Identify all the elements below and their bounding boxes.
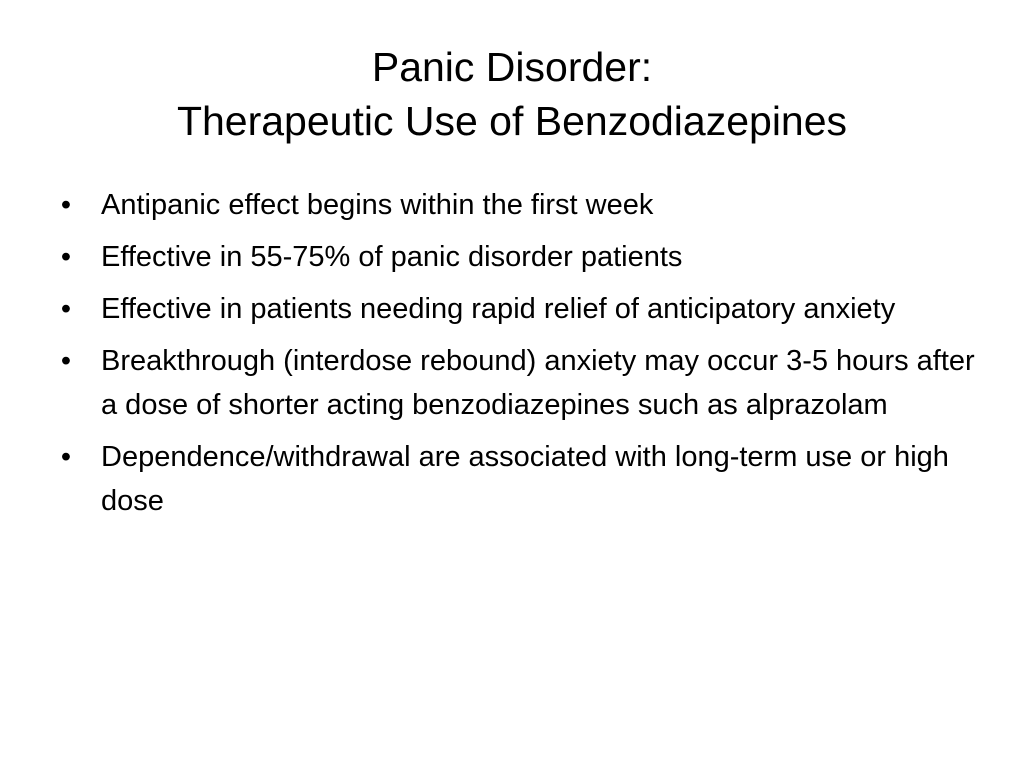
slide-title-line-1: Panic Disorder: xyxy=(371,44,653,90)
bullet-item xyxy=(56,235,976,279)
bullet-icon: • xyxy=(60,241,72,273)
bullet-item xyxy=(56,287,976,331)
bullet-list xyxy=(56,183,976,531)
bullet-text: Effective in 55-75% of panic disorder patients xyxy=(101,241,683,273)
bullet-item xyxy=(56,183,976,227)
bullet-text: Effective in patients needing rapid relief of anticipatory anxiety xyxy=(101,293,896,325)
bullet-item xyxy=(56,339,976,427)
bullet-text: Dependence/withdrawal are associated with long-term use or high dose xyxy=(101,441,949,517)
bullet-item xyxy=(56,435,976,523)
slide-title xyxy=(60,40,964,148)
slide-title-line-2: Therapeutic Use of Benzodiazepines xyxy=(176,98,848,144)
bullet-icon: • xyxy=(60,293,72,325)
bullet-icon: • xyxy=(60,189,72,221)
bullet-icon: • xyxy=(60,441,72,473)
bullet-text: Breakthrough (interdose rebound) anxiety may occur 3-5 hours after a dose of shorter acting benzodiazepines such as alprazolam xyxy=(101,345,975,421)
bullet-text: Antipanic effect begins within the first week xyxy=(101,189,654,221)
bullet-icon: • xyxy=(60,345,72,377)
